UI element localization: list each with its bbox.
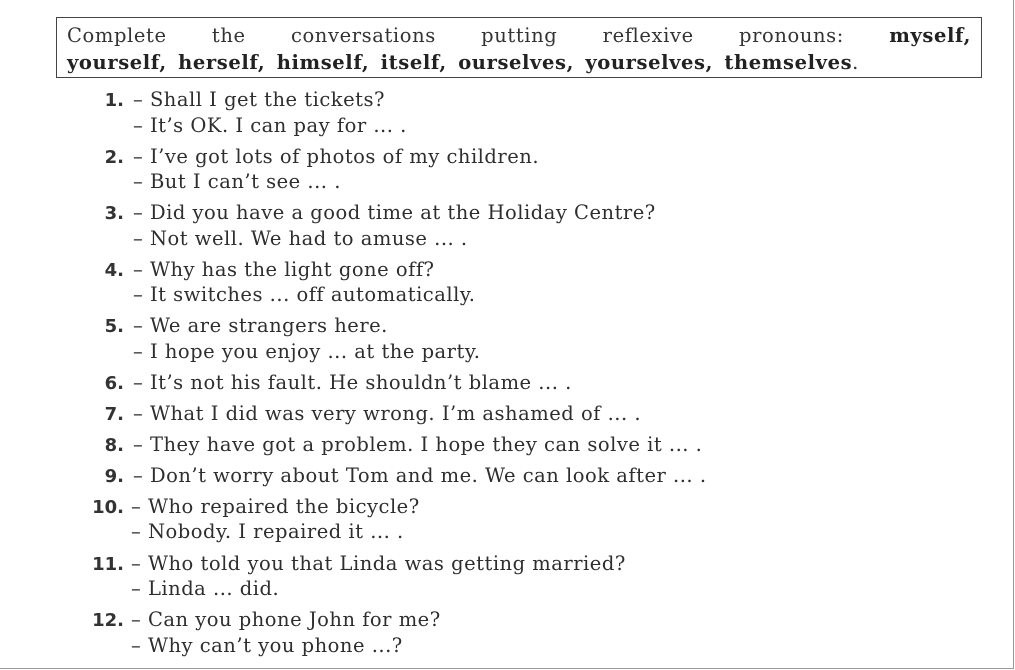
item-answer: – But I can’t see ... . — [133, 170, 341, 193]
item-answer: – It switches ... off automatically. — [133, 283, 476, 306]
item-question: – They have got a problem. I hope they can solve it ... . — [133, 433, 703, 456]
instruction-pronouns: yourself, herself, himself, itself, ourselves, yourselves, themselves — [67, 51, 853, 74]
item-answer: – I hope you enjoy ... at the party. — [133, 340, 481, 363]
item-number: 4. — [104, 260, 124, 281]
item-question: – Who repaired the bicycle? — [131, 495, 420, 518]
item-number: 8. — [104, 435, 124, 456]
item-number: 7. — [104, 404, 124, 425]
instruction-end-punct: . — [852, 51, 859, 74]
item-number: 9. — [104, 466, 124, 487]
item-answer: – Nobody. I repaired it ... . — [131, 520, 404, 543]
item-number: 5. — [104, 316, 124, 337]
item-question: – I’ve got lots of photos of my children. — [133, 145, 540, 168]
item-question: – Why has the light gone off? — [133, 258, 435, 281]
item-question: – Who told you that Linda was getting married? — [131, 552, 626, 575]
item-number: 3. — [104, 203, 124, 224]
item-answer: – It’s OK. I can pay for ... . — [133, 114, 407, 137]
item-number: 1. — [104, 90, 124, 111]
item-question: – Can you phone John for me? — [131, 608, 441, 631]
item-question: – Shall I get the tickets? — [133, 88, 385, 111]
item-question: – Don’t worry about Tom and me. We can look after ... . — [133, 464, 707, 487]
instruction-text: Complete the conversations putting reflexive pronouns: — [67, 24, 844, 47]
item-question: – What I did was very wrong. I’m ashamed of ... . — [133, 402, 642, 425]
item-number: 11. — [92, 554, 124, 575]
item-question: – We are strangers here. — [133, 314, 388, 337]
item-number: 2. — [104, 147, 124, 168]
instruction-pronoun-myself: myself, — [889, 24, 971, 47]
item-number: 10. — [92, 497, 124, 518]
item-number: 12. — [92, 610, 124, 631]
item-answer: – Why can’t you phone ...? — [131, 634, 403, 657]
item-question: – It’s not his fault. He shouldn’t blame ... . — [133, 371, 572, 394]
item-question: – Did you have a good time at the Holiday Centre? — [133, 201, 656, 224]
item-answer: – Not well. We had to amuse ... . — [133, 227, 468, 250]
item-number: 6. — [104, 373, 124, 394]
item-answer: – Linda ... did. — [131, 577, 280, 600]
